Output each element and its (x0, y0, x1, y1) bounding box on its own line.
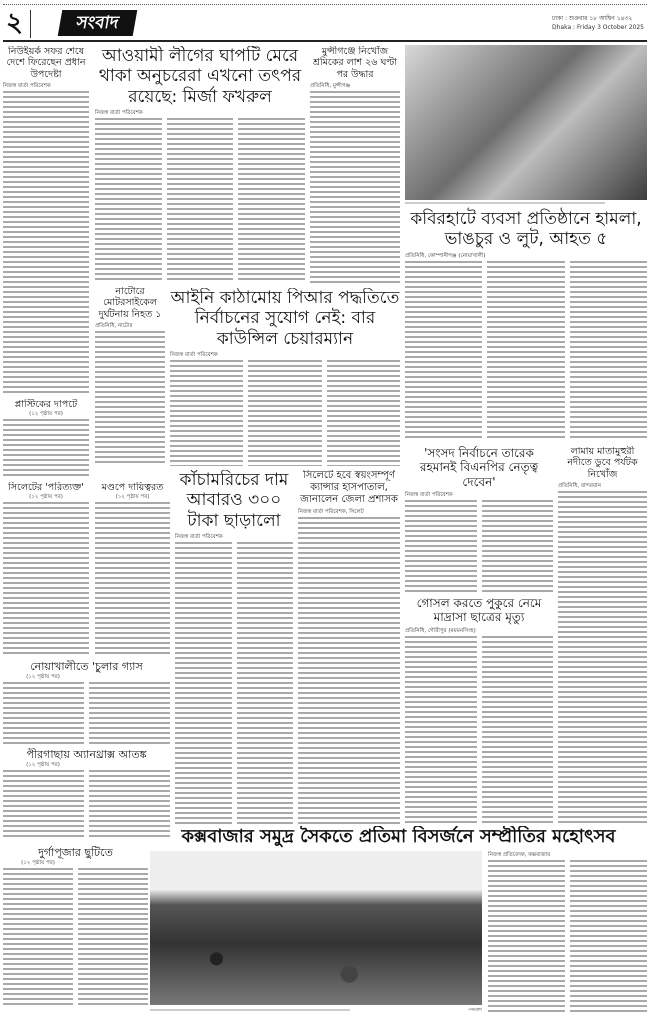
headline-lama: লামায় মাতামুহুরী নদীতে ডুবে পর্যটক নিখোঁজ (567, 446, 638, 480)
byline: নিজস্ব প্রতিবেদক, কক্সবাজার (488, 851, 551, 858)
article-body (558, 491, 647, 826)
masthead-rule (3, 40, 647, 42)
coxsbazar-body-row (150, 851, 647, 1014)
jump-line: (১২ পৃষ্ঠায় পর) (26, 762, 60, 769)
article-body (405, 500, 477, 592)
byline: নিজস্ব বার্তা পরিবেশক (170, 352, 218, 359)
divider (30, 10, 31, 38)
article-body (3, 770, 84, 840)
article-body (3, 502, 89, 654)
headline-pr: আইনি কাঠামোয় পিআর পদ্ধতিতে নির্বাচনের সুযোগ নেই: বার কাউন্সিল চেয়ারম্যান (170, 288, 400, 349)
headline-cancer-hospital: সিলেটে হবে স্বয়ংসম্পূর্ণ ক্যান্সার হাসপাতাল, জানালেন জেলা প্রশাসক (300, 470, 398, 505)
article-body (167, 118, 234, 282)
article-mirza (95, 46, 305, 282)
article-pr (170, 288, 400, 466)
article-pirgachha (3, 748, 170, 840)
article-body (95, 331, 165, 466)
article-body (482, 500, 554, 592)
article-natore (95, 286, 165, 466)
byline: নিজস্ব বার্তা পরিবেশক (405, 492, 453, 499)
headline-durgapuja: দুর্গাপূজার ছুটিতে (38, 846, 113, 859)
photo-block (150, 851, 482, 1014)
article-plastic (3, 399, 89, 477)
article-body (89, 682, 170, 744)
article-body (487, 261, 564, 440)
byline: নিজস্ব বার্তা পরিবেশক (3, 83, 51, 90)
byline: নিজস্ব বার্তা পরিবেশক (175, 534, 223, 541)
article-body (95, 502, 170, 654)
article-body (175, 542, 232, 825)
article-body (482, 636, 554, 826)
article-durgapuja (3, 846, 148, 1008)
article-sylhet-abandoned (3, 482, 89, 654)
article-body (170, 360, 243, 466)
headline-plastic: প্লাস্টিকের দাপটে (14, 399, 78, 410)
jump-line: (১২ পৃষ্ঠায় পর) (29, 494, 63, 501)
photo-caption (405, 202, 605, 206)
article-mondop (95, 482, 170, 654)
article-munshiganj (310, 46, 400, 286)
article-body (570, 261, 647, 440)
headline-tarek: 'সংসদ নির্বাচনে তারেক রহমানই বিএনপির নেতৃত্ব দেবেন' (419, 446, 539, 489)
jump-line: (১২ পৃষ্ঠায় পর) (29, 411, 63, 418)
jump-line: (১২ পৃষ্ঠায় পর) (115, 494, 150, 501)
article-tarek (405, 446, 553, 592)
byline: নিজস্ব বার্তা পরিবেশক (95, 110, 143, 117)
article-cancer-hospital (298, 470, 400, 825)
article-body (488, 860, 565, 1014)
jump-line: (১২ পৃষ্ঠায় পর) (21, 860, 55, 867)
headline-sylhet-abandoned: সিলেটের 'পরিত্যক্ত' (8, 482, 84, 493)
article-lama (558, 446, 647, 826)
article-body (327, 360, 400, 466)
article-body (78, 868, 148, 1008)
article-kabirhat (405, 45, 647, 440)
headline-gosol: গোসল করতে পুকুরে নেমে মাদ্রাসা ছাত্রের মৃত্যু (416, 596, 542, 625)
article-body (95, 118, 162, 282)
headline-mondop: মণ্ডপে দায়িত্বরত (101, 482, 164, 493)
article-body (248, 360, 321, 466)
article-body (310, 91, 400, 286)
byline: প্রতিনিধি, নাটোর (95, 323, 133, 330)
headline-newyork: নিউইয়র্ক সফর শেষে দেশে ফিরেছেন প্রধান উপদেষ্টা (6, 46, 86, 80)
article-body (298, 517, 400, 825)
headline-kabirhat: কবিরহাটে ব্যবসা প্রতিষ্ঠানে হামলা, ভাঙচুর ও লুট, আহত ৫ (410, 209, 642, 250)
page-number: ২ (6, 8, 23, 38)
article-body (405, 261, 482, 440)
top-dotted-rule (3, 4, 647, 5)
headline-natore: নাটোরে মোটরসাইকেল দুর্ঘটনায় নিহত ১ (98, 286, 162, 320)
jump-line: (১২ পৃষ্ঠায় পর) (26, 674, 60, 681)
article-noakhali (3, 660, 170, 744)
article-gosol (405, 596, 553, 826)
date-english: Dhaka : Friday 3 October 2025 (552, 24, 644, 31)
article-body (3, 868, 73, 1008)
headline-munshiganj: মুন্সীগঞ্জে নিখোঁজ শ্রমিকের লাশ ২৬ ঘণ্টা পর উদ্ধার (313, 46, 397, 80)
photo-vandalized-shop (405, 45, 647, 200)
article-body (237, 542, 294, 825)
byline: প্রতিনিধি, মুন্সীগঞ্জ (310, 83, 351, 90)
headline-noakhali: নোয়াখালীতে 'চুলার গ্যাস (30, 660, 143, 673)
article-body (3, 682, 84, 744)
headline-mirza: আওয়ামী লীগের ঘাপটি মেরে থাকা অনুচরেরা এখনো তৎপর রয়েছে: মির্জা ফখরুল (98, 46, 302, 107)
article-body (3, 419, 89, 477)
article-coxsbazar (150, 826, 647, 1014)
byline: নিজস্ব বার্তা পরিবেশক, সিলেট (298, 509, 364, 515)
coxsbazar-text (488, 851, 647, 1014)
article-body (405, 636, 477, 826)
newspaper-logo: সংবাদ (58, 10, 138, 36)
headline-pirgachha: পীরগাছায় অ্যানথ্রাক্স আতঙ্ক (26, 748, 147, 761)
headline-coxsbazar: কক্সবাজার সমুদ্র সৈকতে প্রতিমা বিসর্জনে সম্প্রীতির মহোৎসব (181, 826, 616, 847)
article-kachamorich (175, 470, 293, 825)
photo-immersion-crowd (150, 851, 482, 1005)
headline-kachamorich: কাঁচামরিচের দাম আবারও ৩০০ টাকা ছাড়ালো (179, 470, 289, 531)
photo-caption-row (150, 1007, 482, 1014)
byline: প্রতিনিধি, কোম্পানীগঞ্জ (নোয়াখালী) (405, 252, 486, 259)
byline: প্রতিনিধি, গৌরীপুর (ময়মনসিংহ) (405, 627, 476, 634)
byline: প্রতিনিধি, বান্দরবান (558, 483, 601, 490)
article-body (570, 860, 647, 1014)
article-body (3, 91, 89, 396)
photo-caption (150, 1009, 350, 1013)
date-bengali: ঢাকা : শুক্রবার ১৮ আশ্বিন ১৪৩২ (552, 15, 633, 22)
article-body (238, 118, 305, 282)
photo-credit: -সংবাদ (467, 1007, 482, 1013)
article-newyork (3, 46, 89, 396)
dateline (552, 14, 644, 32)
